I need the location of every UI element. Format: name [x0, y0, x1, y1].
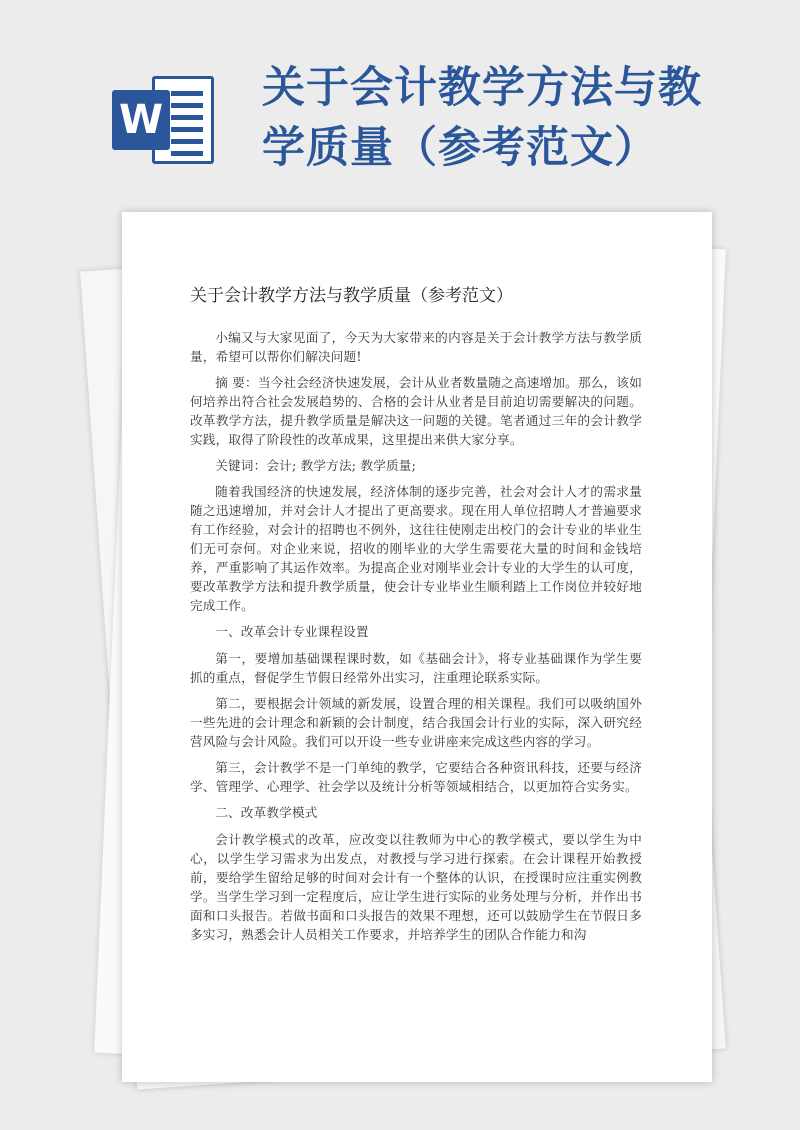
document-body [190, 328, 642, 951]
document-page [122, 212, 712, 1082]
paragraph-second: 第二，要根据会计领域的新发展，设置合理的相关课程。我们可以吸纳国外一些先进的会计理念和新颖的会计制度，结合我国会计行业的实际，深入研究经营风险与会计风险。我们可以开设一些专业讲座来完成这些内容的学习。 [190, 696, 642, 749]
word-w-badge: W [112, 90, 170, 150]
word-document-icon [112, 72, 216, 168]
paragraph-keywords: 关键词：会计; 教学方法; 教学质量; [215, 458, 417, 473]
paragraph-abstract: 摘 要：当今社会经济快速发展，会计从业者数量随之高速增加。那么，该如何培养出符合社会发展趋势的、合格的会计从业者是目前迫切需要解决的问题。改革教学方法，提升教学质量是解决这一问题的关键。笔者通过三年的会计教学实践，取得了阶段性的改革成果，这里提出来供大家分享。 [190, 375, 642, 447]
paragraph-teaching-model: 会计教学模式的改革，应改变以往教师为中心的教学模式，要以学生为中心，以学生学习需求为出发点，对教授与学习进行探索。在会计课程开始教授前，要给学生留给足够的时间对会计有一个整体的认识，在授课时应注重实例教学。当学生学习到一定程度后，应让学生进行实际的业务处理与分析，并作出书面和口头报告。若做书面和口头报告的效果不理想，还可以鼓励学生在节假日多多实习，熟悉会计人员相关工作要求，并培养学生的团队合作能力和沟 [190, 832, 642, 942]
paragraph-third: 第三，会计教学不是一门单纯的教学，它要结合各种资讯科技，还要与经济学、管理学、心理学、社会学以及统计分析等领域相结合，以更加符合实务实。 [190, 760, 642, 794]
banner-title: 关于会计教学方法与教学质量（参考范文） [262, 63, 702, 173]
paragraph-background: 随着我国经济的快速发展，经济体制的逐步完善，社会对会计人才的需求量随之迅速增加，并对会计人才提出了更高要求。现在用人单位招聘人才普遍要求有工作经验，对会计的招聘也不例外，这往往使刚走出校门的会计专业的毕业生们无可奈何。对企业来说，招收的刚毕业的大学生需要花大量的时间和金钱培养，严重影响了其运作效率。为提高企业对刚毕业会计专业的大学生的认可度，要改革教学方法和提升教学质量，使会计专业毕业生顺利踏上工作岗位并较好地完成工作。 [190, 484, 642, 613]
document-title: 关于会计教学方法与教学质量（参考范文） [190, 286, 513, 306]
page-header [0, 0, 800, 200]
paragraph-first: 第一，要增加基础课程课时数，如《基础会计》，将专业基础课作为学生要抓的重点，督促学生节假日经常外出实习，注重理论联系实际。 [190, 651, 642, 685]
paragraph-intro: 小编又与大家见面了，今天为大家带来的内容是关于会计教学方法与教学质量，希望可以帮你们解决问题! [190, 330, 642, 364]
section-heading-2: 二、改革教学模式 [215, 805, 318, 820]
section-heading-1: 一、改革会计专业课程设置 [215, 624, 369, 639]
